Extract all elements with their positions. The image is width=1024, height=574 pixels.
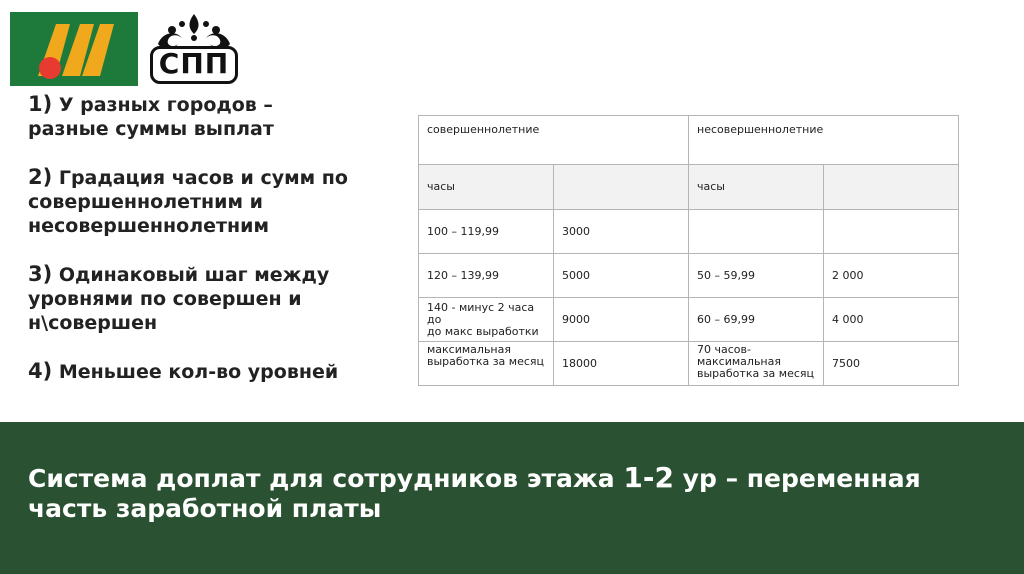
bullet-text: Меньшее кол-во уровней: [52, 361, 339, 383]
table-cell: 7500: [824, 342, 959, 386]
table-cell: 100 – 119,99: [419, 210, 554, 254]
bullet-text: Градация часов и сумм по совершеннолетним и несовершеннолетним: [28, 167, 348, 237]
bullet-item: [28, 262, 388, 335]
bullet-number: 1): [28, 92, 53, 116]
bullet-number: 3): [28, 262, 53, 286]
table-cell: 9000: [554, 298, 689, 342]
table-cell: 18000: [554, 342, 689, 386]
table-cell: [689, 210, 824, 254]
pay-table: [418, 115, 959, 386]
bullet-list: [28, 92, 388, 408]
header-adults: совершеннолетние: [419, 116, 689, 165]
bullet-item: [28, 359, 388, 384]
table-header-row: [419, 116, 959, 165]
subheader-cell: [554, 165, 689, 210]
subheader-cell: часы: [689, 165, 824, 210]
bullet-text: Одинаковый шаг между уровнями по совершен и н\совершен: [28, 264, 330, 334]
table-subheader-row: [419, 165, 959, 210]
table-cell: 3000: [554, 210, 689, 254]
table-cell: 140 - минус 2 часа до до макс выработки: [419, 298, 554, 342]
brand-logo: [10, 12, 138, 86]
brand-m-icon: [10, 12, 138, 86]
table-cell: 50 – 59,99: [689, 254, 824, 298]
slide-title: [28, 463, 988, 524]
bullet-number: 2): [28, 165, 53, 189]
title-part: Система доплат для сотрудников этажа: [28, 464, 624, 493]
table-cell: [824, 210, 959, 254]
spp-logo-text: СПП: [150, 46, 238, 84]
bullet-text: У разных городов – разные суммы выплат: [28, 94, 274, 140]
bullet-number: 4): [28, 359, 53, 383]
table-cell: 5000: [554, 254, 689, 298]
table-cell: 2 000: [824, 254, 959, 298]
header-minors: несовершеннолетние: [689, 116, 959, 165]
table-row: [419, 342, 959, 386]
subheader-cell: часы: [419, 165, 554, 210]
table-cell: 120 – 139,99: [419, 254, 554, 298]
bullet-item: [28, 92, 388, 141]
title-level: 1-2: [623, 461, 674, 494]
title-part: ур – переменная часть заработной платы: [28, 464, 921, 523]
table-row: [419, 298, 959, 342]
table-cell: 70 часов- максимальная выработка за месяц: [689, 342, 824, 386]
table-cell: 60 – 69,99: [689, 298, 824, 342]
table-cell: 4 000: [824, 298, 959, 342]
bullet-item: [28, 165, 388, 238]
subheader-cell: [824, 165, 959, 210]
table-row: [419, 254, 959, 298]
table-row: [419, 210, 959, 254]
table-cell: максимальная выработка за месяц: [419, 342, 554, 386]
